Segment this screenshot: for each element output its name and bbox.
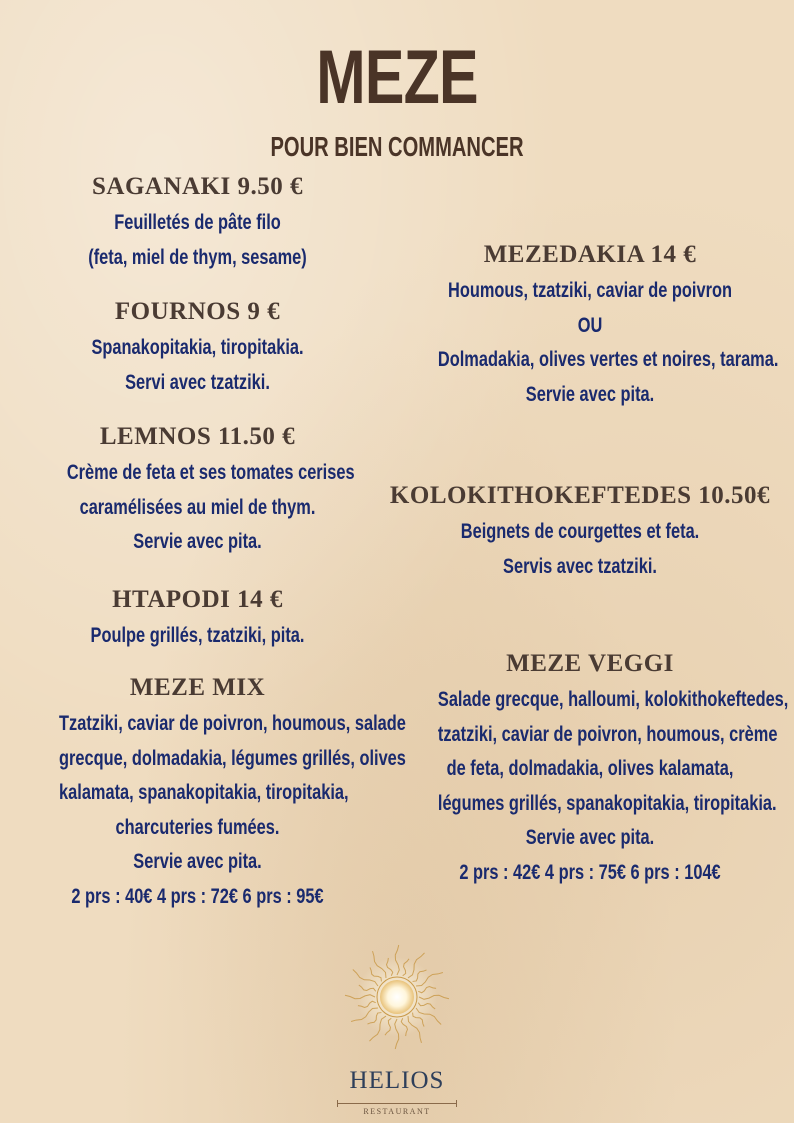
description-line: Dolmadakia, olives vertes et noires, tarama. [437, 348, 779, 371]
description-line: Feuilletés de pâte filo [114, 211, 281, 234]
brand-divider [337, 1103, 457, 1104]
menu-item-fournos [30, 297, 365, 400]
menu-item-description [395, 274, 785, 412]
menu-item-meze-mix [20, 673, 406, 914]
menu-item-description [20, 707, 406, 914]
menu-item-lemnos [30, 422, 365, 560]
description-line: légumes grillés, spanakopitakia, tiropitakia. [437, 791, 777, 815]
menu-item-mezedakia [395, 240, 785, 412]
page-title: MEZE [316, 35, 478, 120]
menu-item-name: HTAPODI 14 € [112, 586, 283, 613]
menu-item-description [30, 619, 365, 654]
description-line: Servie avec pita. [133, 530, 262, 553]
menu-item-name: KOLOKITHOKEFTEDES 10.50€ [389, 482, 771, 509]
price-line: 2 prs : 40€ 4 prs : 72€ 6 prs : 95€ [71, 884, 324, 908]
menu-item-name: SAGANAKI 9.50 € [92, 173, 303, 200]
menu-item-description [30, 456, 365, 560]
description-line: Servie avec pita. [525, 382, 655, 406]
menu-item-description [30, 206, 365, 275]
description-line: Servie avec pita. [525, 826, 655, 849]
description-line: OU [577, 313, 603, 337]
menu-item-name: FOURNOS 9 € [114, 298, 281, 325]
brand-subtitle: RESTAURANT [363, 1107, 431, 1116]
description-line: grecque, dolmadakia, légumes grillés, olives [59, 746, 406, 770]
description-line: Crème de feta et ses tomates cerises [66, 461, 355, 484]
description-line: Salade grecque, halloumi, kolokithokeftedes, [437, 688, 789, 711]
description-line: Poulpe grillés, tzatziki, pita. [90, 624, 305, 647]
description-line: Servi avec tzatziki. [125, 370, 270, 394]
description-line: caramélisées au miel de thym. [79, 495, 316, 519]
description-line: charcuteries fumées. [115, 815, 280, 839]
description-line: (feta, miel de thym, sesame) [88, 245, 307, 269]
price-line: 2 prs : 42€ 4 prs : 75€ 6 prs : 104€ [459, 860, 721, 884]
menu-item-kolokithokeftedes [380, 481, 780, 584]
description-line: tzatziki, caviar de poivron, houmous, crème [437, 722, 778, 746]
brand-logo-text: HELIOS [349, 1067, 445, 1094]
page-subtitle: POUR BIEN COMMANCER [270, 131, 524, 162]
description-line: Servis avec tzatziki. [503, 554, 657, 578]
description-line: Spanakopitakia, tiropitakia. [91, 336, 304, 359]
description-line: kalamata, spanakopitakia, tiropitakia, [59, 781, 349, 804]
description-line: Servie avec pita. [133, 850, 262, 873]
menu-item-description [30, 331, 365, 400]
menu-item-name: MEZEDAKIA 14 € [483, 241, 697, 268]
menu-item-name: LEMNOS 11.50 € [99, 423, 296, 450]
sun-icon [337, 937, 457, 1057]
description-line: Tzatziki, caviar de poivron, houmous, salade [59, 712, 406, 735]
menu-item-htapodi [30, 585, 365, 654]
menu-item-description [380, 515, 780, 584]
description-line: Houmous, tzatziki, caviar de poivron [448, 279, 732, 302]
menu-item-name: MEZE MIX [129, 674, 266, 701]
description-line: Beignets de courgettes et feta. [460, 520, 700, 543]
menu-item-name: MEZE VEGGI [506, 650, 674, 677]
description-line: de feta, dolmadakia, olives kalamata, [446, 757, 734, 780]
menu-item-saganaki [30, 172, 365, 275]
menu-item-description [395, 683, 789, 890]
menu-item-meze-veggi [395, 649, 789, 890]
